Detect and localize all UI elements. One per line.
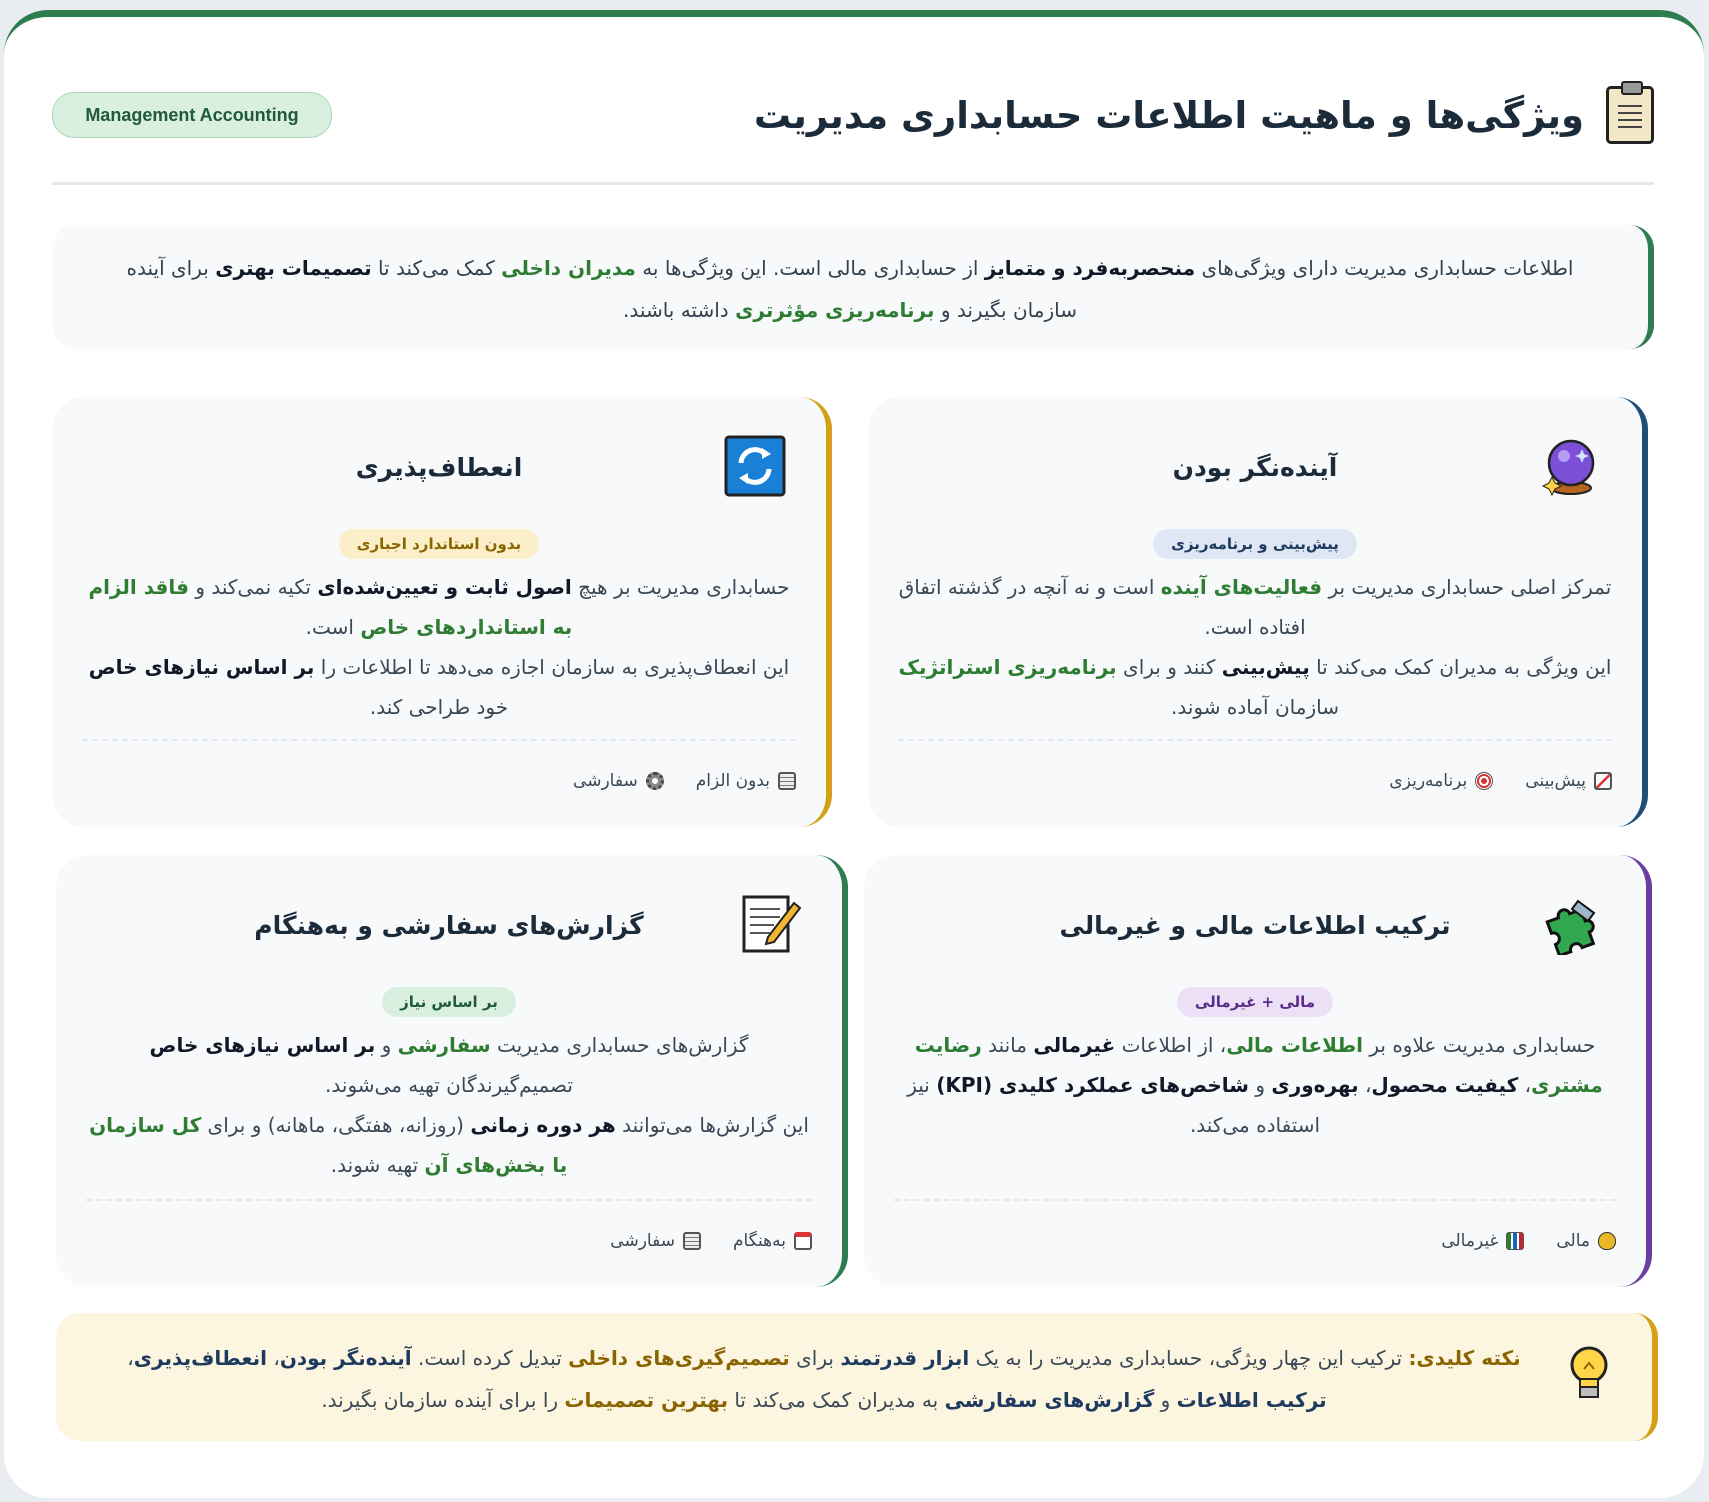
badge-label: بدون استاندارد اجباری: [339, 529, 539, 559]
card-footer: [86, 1199, 812, 1251]
note-highlight: انعطاف‌پذیری: [133, 1346, 267, 1370]
title-group: [754, 86, 1654, 144]
footer-tag: [610, 1231, 701, 1251]
footer-tag: [1441, 1231, 1524, 1251]
note-text: ،: [127, 1346, 134, 1370]
note-text: را برای آینده سازمان بگیرند.: [321, 1388, 565, 1412]
body-highlight: اطلاعات مالی: [1226, 1033, 1364, 1057]
note-highlight: بهترین تصمیمات: [564, 1388, 728, 1412]
body-text: تهیه شوند.: [330, 1153, 425, 1177]
intro-highlight: تصمیمات بهتری: [215, 256, 372, 280]
footer-tag: [1525, 771, 1612, 791]
body-highlight: هر دوره زمانی: [470, 1113, 616, 1137]
clipboard-icon: [683, 1232, 701, 1250]
card-header: [96, 893, 802, 963]
card-title: گزارش‌های سفارشی و به‌هنگام: [254, 911, 644, 940]
footer-label: سفارشی: [573, 771, 638, 791]
card-paragraph: [898, 567, 1612, 647]
badge-label: مالی + غیرمالی: [1177, 987, 1333, 1017]
card-badge: [56, 987, 842, 1017]
footer-label: بدون الزام: [695, 771, 770, 791]
note-highlight: ابزار قدرتمند: [840, 1346, 970, 1370]
note-highlight: گزارش‌های سفارشی: [944, 1388, 1155, 1412]
body-text: ، از اطلاعات: [1115, 1033, 1227, 1057]
card-future-oriented: [868, 397, 1648, 827]
card-custom-reports: [56, 855, 848, 1287]
body-text: خود طراحی کند.: [369, 695, 509, 719]
card-body: [82, 567, 796, 727]
body-text: سازمان آماده شوند.: [1171, 695, 1339, 719]
card-paragraph: [86, 1025, 812, 1105]
note-text: برای: [789, 1346, 841, 1370]
key-note-box: [56, 1313, 1658, 1441]
body-text: و: [1248, 1073, 1272, 1097]
body-text: و: [375, 1033, 398, 1057]
body-highlight: کیفیت محصول: [1371, 1073, 1519, 1097]
body-highlight: برنامه‌ریزی استراتژیک: [898, 655, 1117, 679]
target-icon: [1475, 772, 1493, 790]
body-highlight: فعالیت‌های آینده: [1160, 575, 1323, 599]
body-text: این ویژگی به مدیران کمک می‌کند تا: [1309, 655, 1612, 679]
card-paragraph: [898, 647, 1612, 727]
footer-label: غیرمالی: [1441, 1231, 1499, 1251]
card-body: [894, 1025, 1616, 1145]
page-header: [52, 72, 1654, 185]
body-highlight: اصول ثابت و تعیین‌شده‌ای: [317, 575, 572, 599]
footer-label: پیش‌بینی: [1525, 771, 1586, 791]
card-body: [86, 1025, 812, 1185]
card-title: ترکیب اطلاعات مالی و غیرمالی: [1059, 911, 1451, 940]
footer-tag: [573, 771, 664, 791]
body-text: حسابداری مدیریت علاوه بر: [1363, 1033, 1596, 1057]
intro-text: کمک می‌کند تا: [371, 256, 502, 280]
intro-text: از حسابداری مالی است. این ویژگی‌ها به: [635, 256, 985, 280]
body-highlight: بر اساس نیازهای خاص: [149, 1033, 376, 1057]
page-container: [4, 10, 1704, 1498]
body-text: نیز استفاده می‌کند.: [907, 1073, 1321, 1137]
body-text: تکیه نمی‌کند و: [189, 575, 318, 599]
body-text: است و نه آنچه در گذشته اتفاق افتاده است.: [898, 575, 1306, 639]
intro-highlight: منحصربه‌فرد و متمایز: [984, 256, 1196, 280]
body-highlight: شاخص‌های عملکرد کلیدی (KPI): [936, 1073, 1249, 1097]
bar-chart-icon: [1506, 1232, 1524, 1250]
note-highlight: ترکیب اطلاعات: [1176, 1388, 1327, 1412]
intro-text: داشته باشند.: [623, 298, 736, 322]
card-badge: [864, 987, 1646, 1017]
money-bag-icon: [1598, 1232, 1616, 1250]
body-text: گزارش‌های حسابداری مدیریت: [490, 1033, 749, 1057]
card-paragraph: [82, 647, 796, 727]
intro-text: اطلاعات حسابداری مدیریت دارای ویژگی‌های: [1195, 256, 1574, 280]
card-title: آینده‌نگر بودن: [1172, 453, 1338, 482]
footer-tag: [696, 771, 796, 791]
card-flexibility: [52, 397, 832, 827]
card-paragraph: [894, 1025, 1616, 1145]
body-text: این گزارش‌ها می‌توانند: [615, 1113, 809, 1137]
body-highlight: غیرمالی: [1033, 1033, 1116, 1057]
footer-tag: [1389, 771, 1493, 791]
card-financial-nonfinancial: [864, 855, 1652, 1287]
clipboard-icon: [1606, 86, 1654, 144]
body-text: (روزانه، هفتگی، ماهانه) و برای: [201, 1113, 471, 1137]
intro-highlight: برنامه‌ریزی مؤثرتری: [735, 298, 935, 322]
body-highlight: بهره‌وری: [1271, 1073, 1359, 1097]
card-header: [92, 435, 786, 505]
gear-icon: [646, 772, 664, 790]
note-text: ،: [267, 1346, 280, 1370]
body-highlight: فاقد الزام به استانداردهای خاص: [88, 575, 573, 639]
card-badge: [52, 529, 826, 559]
body-text: این انعطاف‌پذیری به سازمان اجازه می‌دهد تا اطلاعات را: [314, 655, 790, 679]
footer-label: مالی: [1556, 1231, 1590, 1251]
note-text: ترکیب این چهار ویژگی، حسابداری مدیریت را به یک: [969, 1346, 1409, 1370]
clipboard-icon: [778, 772, 796, 790]
note-text: تبدیل کرده است.: [411, 1346, 569, 1370]
body-text: ،: [1518, 1073, 1532, 1097]
body-text: حسابداری مدیریت بر هیچ: [571, 575, 790, 599]
note-highlight: تصمیم‌گیری‌های داخلی: [568, 1346, 790, 1370]
subject-tag: Management Accounting: [52, 92, 332, 138]
body-text: مانند: [981, 1033, 1034, 1057]
note-label: نکته کلیدی:: [1408, 1346, 1521, 1370]
body-text: تصمیم‌گیرندگان تهیه می‌شوند.: [325, 1073, 573, 1097]
body-highlight: سفارشی: [397, 1033, 491, 1057]
intro-text: برای آینده سازمان بگیرند و: [126, 256, 1077, 322]
card-footer: [894, 1199, 1616, 1251]
note-text: به مدیران کمک می‌کند تا: [727, 1388, 945, 1412]
body-highlight: پیش‌بینی: [1221, 655, 1310, 679]
card-paragraph: [86, 1105, 812, 1185]
note-text: و: [1154, 1388, 1177, 1412]
body-text: تمرکز اصلی حسابداری مدیریت بر: [1322, 575, 1612, 599]
card-header: [908, 435, 1602, 505]
chart-up-icon: [1594, 772, 1612, 790]
footer-tag: [1556, 1231, 1616, 1251]
body-text: است.: [305, 615, 361, 639]
body-text: ،: [1358, 1073, 1372, 1097]
card-header: [904, 893, 1606, 963]
body-highlight: کل سازمان یا بخش‌های آن: [89, 1113, 568, 1177]
card-paragraph: [82, 567, 796, 647]
intro-box: [52, 225, 1654, 349]
footer-label: برنامه‌ریزی: [1389, 771, 1468, 791]
footer-tag: [733, 1231, 812, 1251]
intro-highlight: مدیران داخلی: [501, 256, 636, 280]
page-title: ویژگی‌ها و ماهیت اطلاعات حسابداری مدیریت: [753, 93, 1584, 137]
card-footer: [898, 739, 1612, 791]
body-highlight: بر اساس نیازهای خاص: [88, 655, 315, 679]
badge-label: پیش‌بینی و برنامه‌ریزی: [1153, 529, 1357, 559]
card-badge: [868, 529, 1642, 559]
note-highlight: آینده‌نگر بودن: [279, 1346, 412, 1370]
calendar-icon: [794, 1232, 812, 1250]
badge-label: بر اساس نیاز: [382, 987, 516, 1017]
body-highlight: رضایت مشتری: [914, 1033, 1603, 1097]
card-title: انعطاف‌پذیری: [355, 453, 523, 482]
footer-label: به‌هنگام: [732, 1231, 786, 1251]
card-body: [898, 567, 1612, 727]
lightbulb-icon: [1566, 1345, 1612, 1405]
footer-label: سفارشی: [610, 1231, 675, 1251]
card-footer: [82, 739, 796, 791]
body-text: کنند و برای: [1116, 655, 1222, 679]
